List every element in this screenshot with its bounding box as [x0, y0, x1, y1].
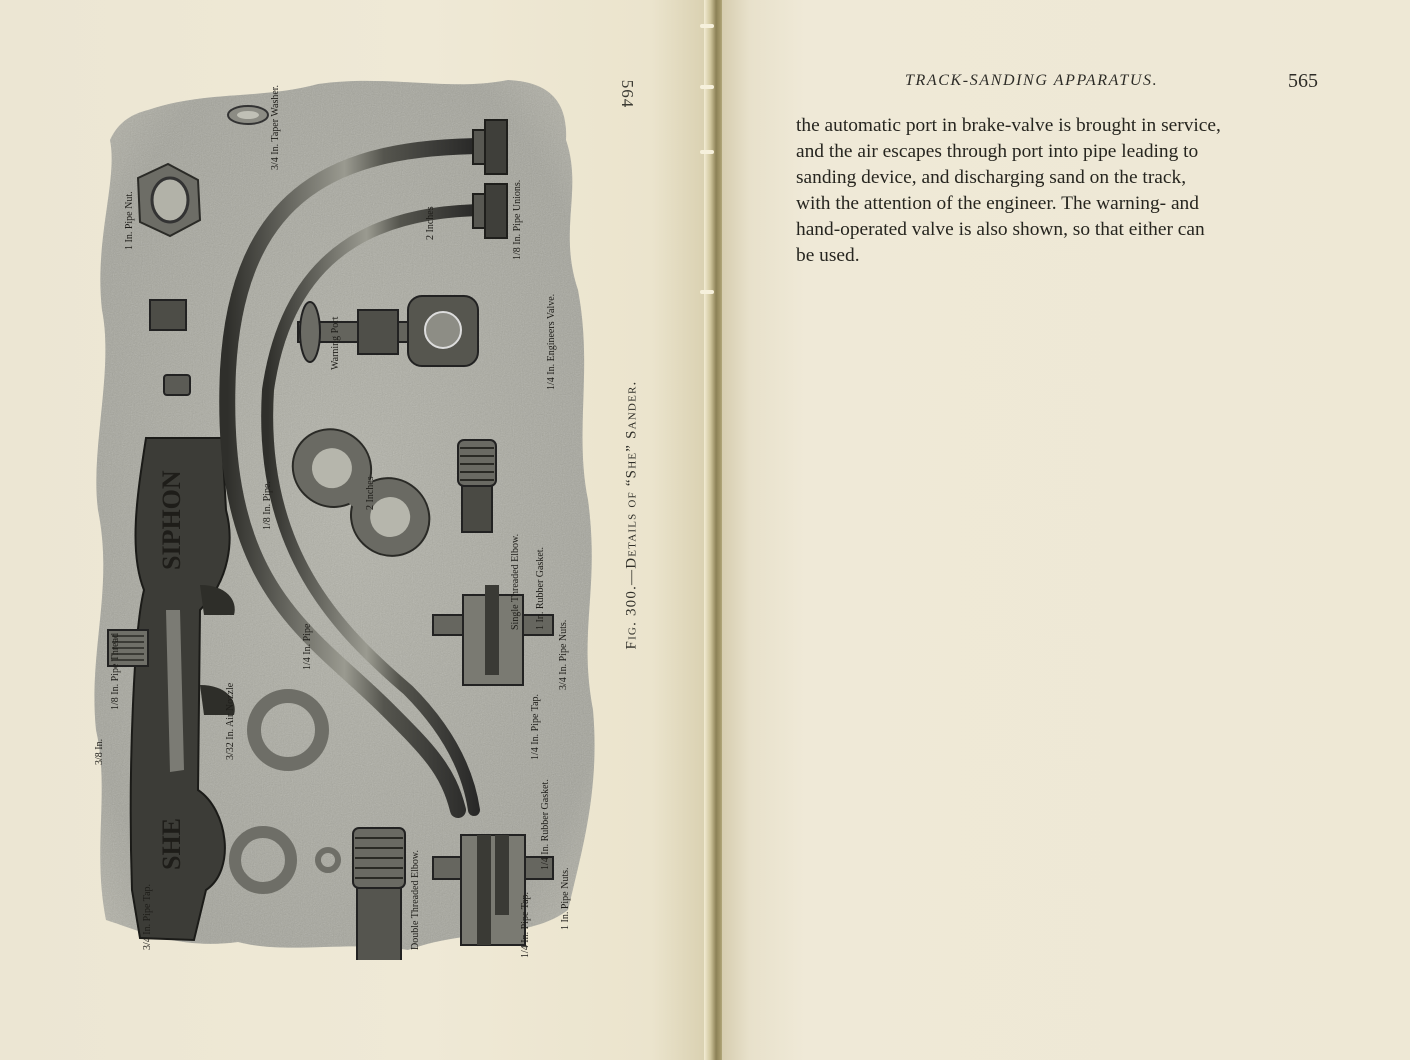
- small-hex-nut: [150, 300, 186, 330]
- label-gasket-2-inches: 2 Inches: [365, 476, 376, 510]
- gutter-tear: [700, 150, 714, 154]
- left-page: SIPHON SHE 1 In. Pipe Nut. 3/4 In. Taper Washer. 2 Inches 1/8 In. Pipe Unions. Warning Port 1/4 In. Engineers Valve. 1/8 In. Pipe. 2 Inches Single Threaded Elbow. 1 In. Rubber Gasket. 3/4 In. Pipe Nuts. 1/4 In. Pipe Tap. 1/8 In. Pipe Thread 3/8 In. 3/32 In. Air Nozzle 1/4 In. Pipe 3/4 In. Pipe Tap. Double Threaded Elbow. 1/4 In. Rubber Gasket. 1 In. Pipe Nuts. 1/4 In. Pipe Tap. 564 Fig. 300.—Details of “She” Sander.: [0, 0, 708, 1060]
- label-pipe-tap-1-4-lower: 1/4 In. Pipe Tap.: [520, 891, 531, 958]
- figure-plate-she-sander: [88, 70, 608, 960]
- label-quarter-pipe: 1/4 In. Pipe: [302, 623, 313, 670]
- label-3-8-in: 3/8 In.: [94, 738, 105, 765]
- label-rubber-gasket-1-4: 1/4 In. Rubber Gasket.: [540, 779, 551, 870]
- bushing: [164, 375, 190, 395]
- text-line: be used.: [796, 245, 860, 267]
- text-line: with the attention of the engineer. The warning- and: [796, 193, 1199, 215]
- double-threaded-elbow: [353, 828, 405, 960]
- label-single-threaded-elbow: Single Threaded Elbow.: [510, 533, 521, 630]
- text-line: hand-operated valve is also shown, so that either can: [796, 219, 1205, 241]
- label-pipe-tap-1-4-upper: 1/4 In. Pipe Tap.: [530, 693, 541, 760]
- label-2-inches: 2 Inches: [425, 206, 436, 240]
- gutter-tear: [700, 85, 714, 89]
- text-line: sanding device, and discharging sand on the track,: [796, 167, 1187, 189]
- label-double-threaded-elbow: Double Threaded Elbow.: [410, 850, 421, 950]
- label-engineers-valve: 1/4 In. Engineers Valve.: [546, 293, 557, 390]
- single-threaded-elbow: [458, 440, 496, 532]
- she-lettering: SHE: [157, 817, 186, 870]
- label-rubber-gasket-1in: 1 In. Rubber Gasket.: [535, 546, 546, 630]
- page-number-right: 565: [1288, 70, 1318, 92]
- label-pipe-unions: 1/8 In. Pipe Unions.: [512, 179, 523, 260]
- page-number-left: 564: [618, 79, 637, 109]
- label-pipe-nut: 1 In. Pipe Nut.: [124, 191, 135, 250]
- gutter-tear: [700, 24, 714, 28]
- gutter-tear: [700, 290, 714, 294]
- label-pipe-thread: 1/8 In. Pipe Thread: [110, 632, 121, 710]
- engraving-illustration: [88, 70, 608, 960]
- label-pipe-nuts-1in: 1 In. Pipe Nuts.: [560, 867, 571, 930]
- text-line: the automatic port in brake-valve is brought in service,: [796, 115, 1221, 136]
- siphon-lettering: SIPHON: [157, 470, 186, 570]
- label-taper-washer: 3/4 In. Taper Washer.: [270, 84, 281, 170]
- running-head: TRACK-SANDING APPARATUS.: [905, 72, 1159, 89]
- label-eighth-pipe: 1/8 In. Pipe.: [262, 481, 273, 530]
- label-pipe-nuts-3-4: 3/4 In. Pipe Nuts.: [558, 619, 569, 690]
- taper-washer: [228, 106, 268, 124]
- label-pipe-tap-3-4: 3/4 In. Pipe Tap.: [142, 883, 153, 950]
- label-warning-port: Warning Port: [330, 316, 341, 370]
- body-paragraph: [796, 113, 1320, 270]
- text-line: and the air escapes through port into pipe leading to: [796, 141, 1199, 163]
- label-air-nozzle: 3/32 In. Air Nozzle: [225, 682, 236, 760]
